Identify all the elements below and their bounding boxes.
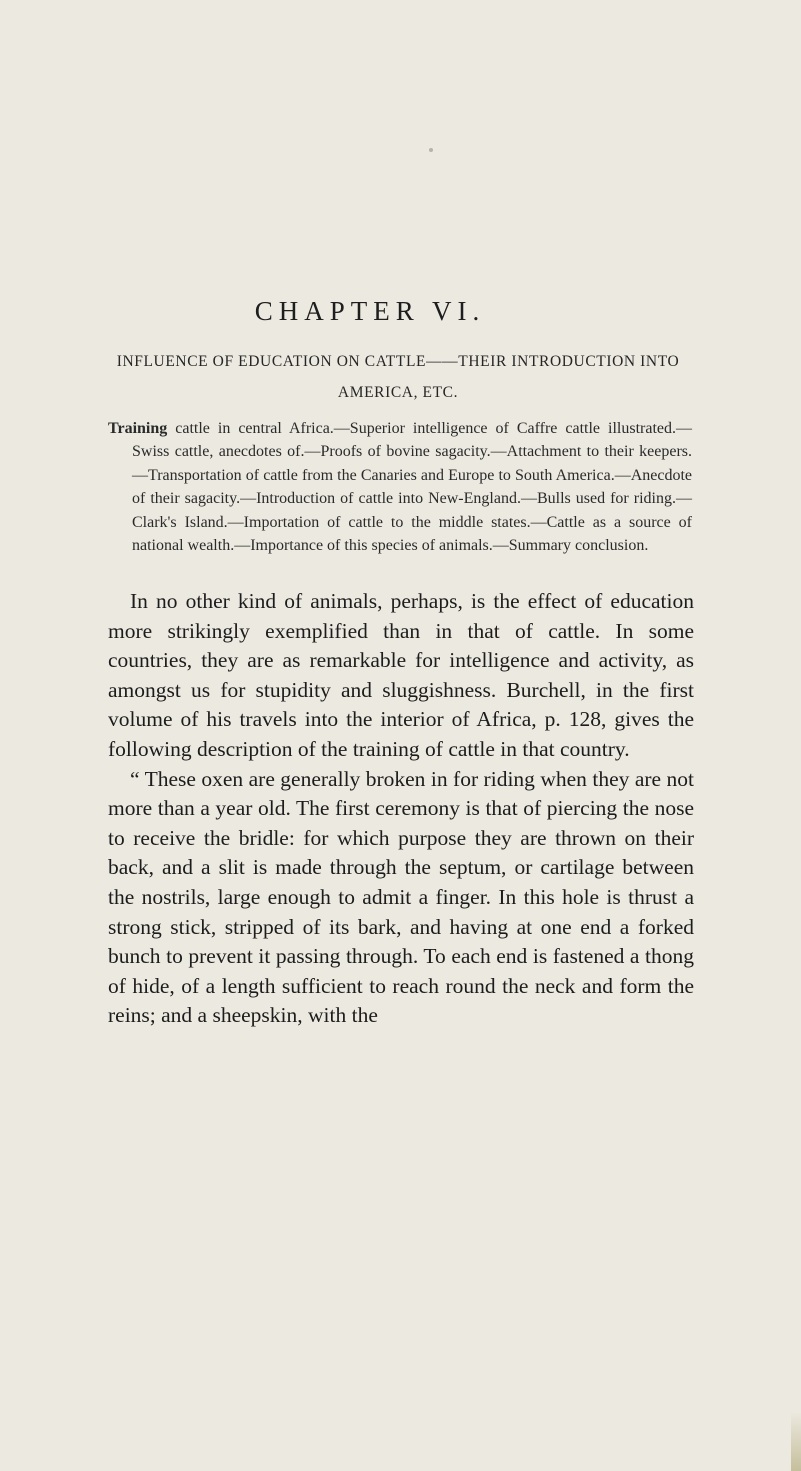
- paragraph-1-text: no other kind of animals, perhaps, is the effect of education more strikingly exemplified than in that of cattle. In some countries, they are as remarkable for intelligence and activity, as amongst us for stupidity and sluggishness. Burchell, in the first volume of his travels into the interior of Africa, p. 128, gives the following description of the training of cattle in that country.: [108, 589, 694, 761]
- body-text: [108, 587, 694, 1031]
- chapter-summary: [108, 417, 692, 557]
- paragraph-lead-word: In: [130, 589, 148, 613]
- summary-lead-word: Training: [108, 420, 168, 437]
- paper-speck: [429, 148, 433, 152]
- paragraph-1: [108, 587, 694, 765]
- paragraph-2: [108, 765, 694, 1031]
- chapter-subtitle: INFLUENCE OF EDUCATION ON CATTLE——THEIR INTRODUCTION INTO AMERICA, ETC.: [116, 353, 680, 401]
- paragraph-2-text: “ These oxen are generally broken in for riding when they are not more than a year old. The first ceremony is that of piercing the nose to receive the bridle: for which purpose they are thrown on their back, and a slit is made through the septum, or cartilage between the nostrils, large enough to admit a finger. In this hole is thrust a strong stick, stripped of its bark, and having at one end a forked bunch to prevent it passing through. To each end is fastened a thong of hide, of a length sufficient to reach round the neck and form the reins; and a sheepskin, with the: [108, 766, 694, 1028]
- summary-text: cattle in central Africa.—Superior intelligence of Caffre cattle illustrated.—Swiss cattle, anecdotes of.—Proofs of bovine sagacity.—Attachment to their keepers.—Transportation of cattle from the Canaries and Europe to South America.—Anecdote of their sagacity.—Introduction of cattle into New-England.—Bulls used for riding.—Clark's Island.—Importation of cattle to the middle states.—Cattle as a source of national wealth.—Importance of this species of animals.—Summary conclusion.: [132, 420, 692, 555]
- page-edge-stain: [791, 1411, 801, 1471]
- chapter-title: CHAPTER VI.: [254, 296, 486, 326]
